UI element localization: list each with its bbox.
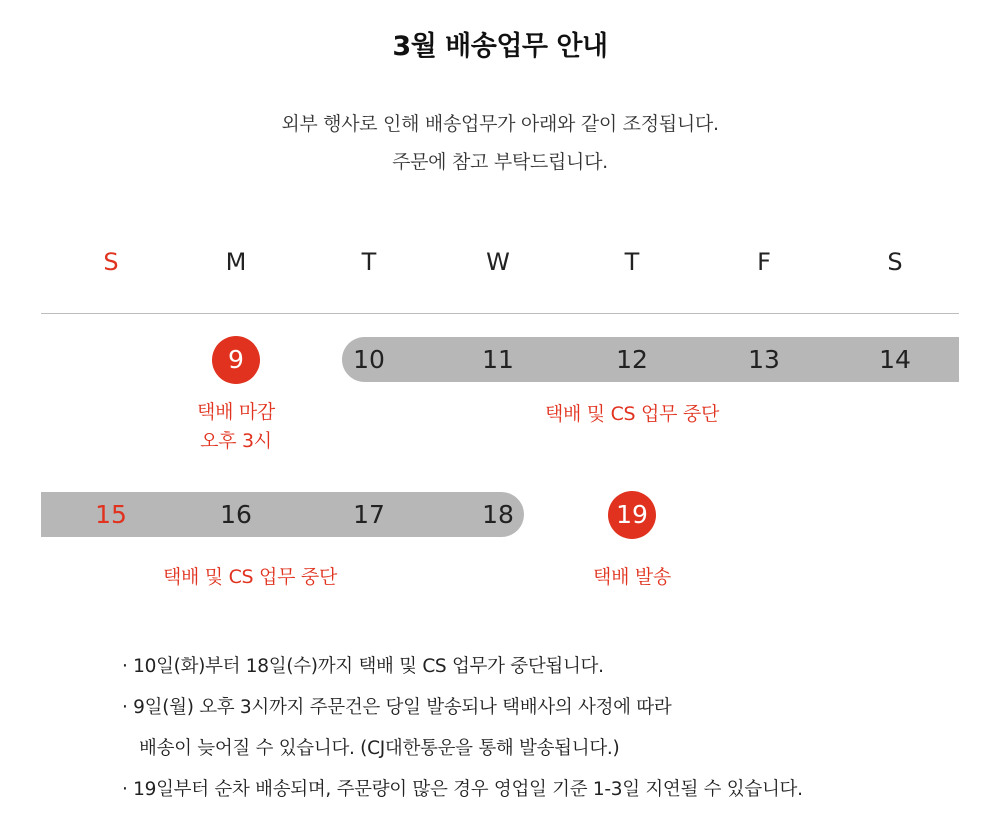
notice-list: [122, 650, 982, 814]
notice-item-2-line-2: 배송이 늦어질 수 있습니다. (CJ대한통운을 통해 발송됩니다.): [139, 738, 620, 759]
day-19-resume: 19: [608, 491, 656, 539]
day-11: 11: [482, 345, 514, 374]
suspension-note-week2: 택배 및 CS 업무 중단: [162, 566, 338, 588]
weekday-saturday: S: [887, 248, 903, 276]
notice-item-3: · 19일부터 순차 배송되며, 주문량이 많은 경우 영업일 기준 1-3일 지연될 수 있습니다.: [122, 779, 803, 800]
intro-line-2: 주문에 참고 부탁드립니다.: [392, 151, 608, 173]
notice-item-1: · 10일(화)부터 18일(수)까지 택배 및 CS 업무가 중단됩니다.: [122, 656, 604, 677]
day-14: 14: [879, 345, 911, 374]
weekday-wednesday: W: [486, 248, 510, 276]
day-12: 12: [616, 345, 648, 374]
day-9-deadline: 9: [212, 336, 260, 384]
deadline-note-line-1: 택배 마감: [197, 401, 275, 423]
weekday-monday: M: [225, 248, 247, 276]
intro-line-1: 외부 행사로 인해 배송업무가 아래와 같이 조정됩니다.: [281, 113, 719, 135]
suspension-note-week1: 택배 및 CS 업무 중단: [544, 403, 720, 425]
day-15: 15: [95, 500, 127, 529]
day-18: 18: [482, 500, 514, 529]
day-13: 13: [748, 345, 780, 374]
page-title: 3월 배송업무 안내: [392, 31, 608, 62]
day-17: 17: [353, 500, 385, 529]
weekday-sunday: S: [103, 248, 119, 276]
weekday-friday: F: [757, 248, 771, 276]
intro-text: [0, 105, 1000, 181]
notice-item-2-line-1: · 9일(월) 오후 3시까지 주문건은 당일 발송되나 택배사의 사정에 따라: [122, 697, 672, 718]
header-divider: [41, 313, 959, 314]
deadline-note: [76, 398, 396, 456]
weekday-tuesday: T: [361, 248, 377, 276]
resume-note: 택배 발송: [593, 566, 671, 588]
weekday-thursday: T: [624, 248, 640, 276]
deadline-note-line-2: 오후 3시: [200, 430, 272, 452]
day-16: 16: [220, 500, 252, 529]
day-10: 10: [353, 345, 385, 374]
